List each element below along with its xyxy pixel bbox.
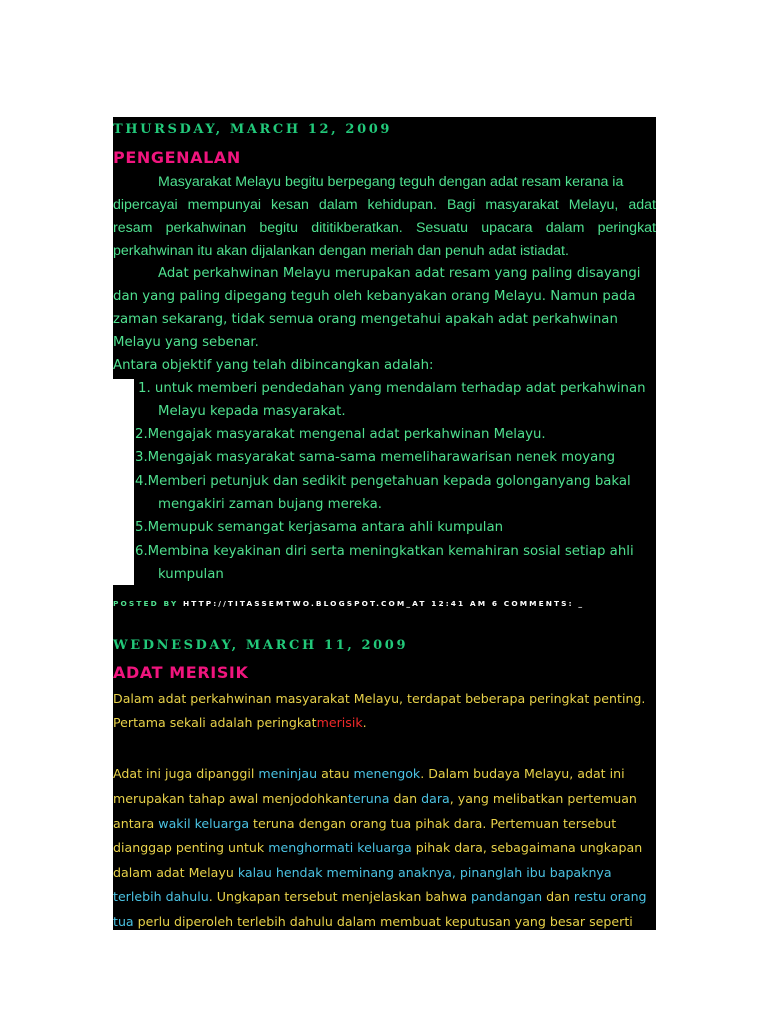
body-text: . Ungkapan tersebut menjelaskan bahwa [208, 889, 472, 904]
body-text: . [362, 715, 367, 730]
objective-item: 2.Mengajak masyarakat mengenal adat perkahwinan Melayu. [135, 427, 546, 442]
body-text: Pertama sekali adalah peringkat [113, 715, 317, 730]
blog-content-panel [113, 117, 656, 930]
paragraph-line: zaman sekarang, tidak semua orang mengetahui apakah adat perkahwinan [113, 312, 618, 327]
body-text: , yang melibatkan pertemuan [449, 791, 637, 806]
post-date: WEDNESDAY, MARCH 11, 2009 [113, 638, 409, 653]
objective-item: 4.Memberi petunjuk dan sedikit pengetahuan kepada golonganyang bakal [135, 474, 631, 489]
body-text: dianggap penting untuk [113, 840, 269, 855]
paragraph-line: dipercayai mempunyai kesan dalam kehidupan. Bagi masyarakat Melayu, adat [113, 197, 656, 213]
body-text: pihak dara, sebagaimana ungkapan [411, 840, 643, 855]
paragraph-line: resam perkahwinan begitu dititikberatkan. Sesuatu upacara dalam peringkat [113, 220, 656, 236]
body-text: dalam adat Melayu [113, 865, 238, 880]
objective-item: 6.Membina keyakinan diri serta meningkatkan kemahiran sosial setiap ahli [135, 544, 634, 559]
highlight-link[interactable]: menghormati keluarga [268, 840, 412, 855]
objective-item: Melayu kepada masyarakat. [158, 404, 346, 419]
post-body-line [113, 865, 612, 880]
body-text: atau [317, 766, 354, 781]
at-label: _AT [406, 599, 432, 608]
objective-item: kumpulan [158, 567, 224, 582]
body-text: dan [542, 889, 574, 904]
body-text: dan [389, 791, 422, 806]
highlight-link[interactable]: restu orang [573, 889, 647, 904]
body-text: . Dalam budaya Melayu, adat ini [420, 766, 625, 781]
post-body-line [113, 816, 616, 831]
paragraph-line: dan yang paling dipegang teguh oleh kebanyakan orang Melayu. Namun pada [113, 289, 636, 304]
highlight-link[interactable]: tua [113, 914, 134, 929]
paragraph-line: Masyarakat Melayu begitu berpegang teguh dengan adat resam kerana ia [158, 174, 624, 190]
post-footer [113, 599, 584, 608]
highlight-link[interactable]: pandangan [471, 889, 543, 904]
highlight-link[interactable]: dara [421, 791, 450, 806]
post-title: ADAT MERISIK [113, 663, 249, 682]
comments-link[interactable]: 6 COMMENTS: [487, 599, 574, 608]
post-body-line: Dalam adat perkahwinan masyarakat Melayu, terdapat beberapa peringkat penting. [113, 691, 646, 706]
post-body-line [113, 791, 637, 806]
edit-post-link[interactable]: _ [573, 599, 585, 608]
author-link[interactable]: HTTP://TITASSEMTWO.BLOGSPOT.COM [182, 599, 407, 608]
post-body-line [113, 914, 633, 929]
highlight-link[interactable]: terlebih dahulu [113, 889, 209, 904]
body-text: antara [113, 816, 159, 831]
post-body-line [113, 889, 647, 904]
timestamp-link[interactable]: 12:41 AM [431, 599, 488, 608]
list-indent-bar [113, 379, 134, 585]
post-date: THURSDAY, MARCH 12, 2009 [113, 122, 393, 137]
merisik-link[interactable]: merisik [316, 715, 363, 730]
objective-item: mengakiri zaman bujang mereka. [158, 497, 382, 512]
paragraph-line: perkahwinan itu akan dijalankan dengan meriah dan penuh adat istiadat. [113, 243, 569, 259]
highlight-link[interactable]: wakil keluarga [158, 816, 250, 831]
post-title: PENGENALAN [113, 148, 241, 167]
body-text: merupakan tahap awal menjodohkan [113, 791, 348, 806]
objective-item: 3.Mengajak masyarakat sama-sama memeliharawarisan nenek moyang [135, 450, 616, 465]
paragraph-line: Adat perkahwinan Melayu merupakan adat resam yang paling disayangi [158, 266, 641, 281]
paragraph-line: Antara objektif yang telah dibincangkan adalah: [113, 358, 434, 373]
highlight-link[interactable]: menengok [353, 766, 421, 781]
post-body-line [113, 715, 367, 730]
highlight-link[interactable]: meninjau [258, 766, 318, 781]
highlight-link[interactable]: kalau hendak meminang anaknya, pinanglah ibu bapaknya [237, 865, 612, 880]
objective-item: 1. untuk memberi pendedahan yang mendalam terhadap adat perkahwinan [138, 381, 646, 396]
post-body-line [113, 766, 625, 781]
body-text: teruna dengan orang tua pihak dara. Pertemuan tersebut [249, 816, 617, 831]
post-body-line [113, 840, 642, 855]
objective-item: 5.Memupuk semangat kerjasama antara ahli kumpulan [135, 520, 504, 535]
highlight-link[interactable]: teruna [347, 791, 390, 806]
body-text: perlu diperoleh terlebih dahulu dalam membuat keputusan yang besar seperti [133, 914, 633, 929]
posted-by-label: POSTED BY [113, 599, 183, 608]
paragraph-line: Melayu yang sebenar. [113, 335, 259, 350]
body-text: Adat ini juga dipanggil [113, 766, 259, 781]
